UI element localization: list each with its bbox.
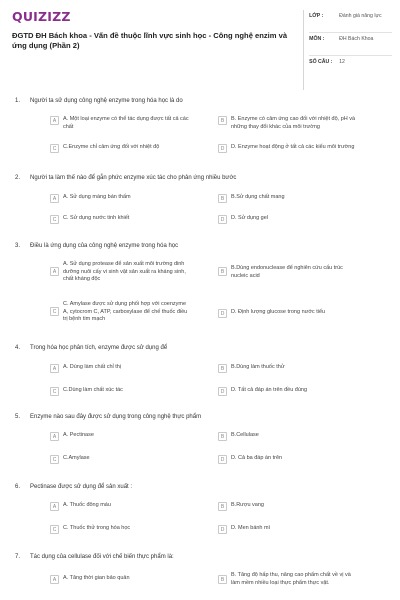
option-a[interactable]	[50, 116, 191, 131]
option-b[interactable]	[218, 194, 359, 203]
option-a[interactable]	[50, 432, 191, 441]
option-letter-box: A	[50, 267, 59, 276]
option-text: C.Amylase	[63, 455, 90, 461]
option-b[interactable]	[218, 116, 359, 131]
worksheet-title: ĐGTD ĐH Bách khoa - Vấn đề thuộc lĩnh vực sinh học - Công nghệ enzim và ứng dụng (Phần 2)	[12, 31, 288, 50]
option-text: B.Rượu vang	[231, 502, 264, 508]
option-d[interactable]	[218, 309, 359, 318]
option-d[interactable]	[218, 144, 359, 153]
option-text: D. Men bánh mì	[231, 525, 271, 531]
option-text: A. Dùng làm chất chỉ thị	[63, 364, 122, 370]
question-2	[0, 174, 400, 229]
option-letter-box: A	[50, 575, 59, 584]
option-c[interactable]	[50, 455, 191, 464]
option-d[interactable]	[218, 387, 359, 396]
question-text: Người ta làm thế nào để gắn phức enzyme xúc tác cho phản ứng nhiều bước	[30, 175, 237, 181]
options	[50, 361, 392, 399]
option-d[interactable]	[218, 525, 359, 534]
worksheet-header	[0, 0, 400, 90]
option-letter-box: A	[50, 364, 59, 373]
option-d[interactable]	[218, 455, 359, 464]
question-text: Enzyme nào sau đây được sử dụng trong công nghệ thực phẩm	[30, 414, 202, 420]
option-text: C. Amylase được sử dụng phối hợp với coenzyme A, cytocrom C, ATP, carboxylase để chế thuốc điều trị bệnh tim mạch	[63, 301, 188, 323]
question-text: Điều là ứng dụng của công nghệ enzyme trong hóa học	[30, 243, 179, 249]
header-left	[12, 10, 303, 90]
option-letter-box: C	[50, 144, 59, 153]
meta-panel	[303, 10, 392, 90]
quizizz-logo: QUIZIZZ	[12, 9, 71, 24]
option-letter-box: B	[218, 432, 227, 441]
option-letter-box: A	[50, 194, 59, 203]
option-text: B.Dùng endonuclease để nghiên cứu cấu trúc nucleic acid	[231, 265, 343, 279]
option-text: B.Sử dụng chất mang	[231, 194, 285, 200]
meta-count-label: SỐ CÂU :	[309, 59, 333, 65]
option-a[interactable]	[50, 261, 191, 284]
option-text: C.Dùng làm chất xúc tác	[63, 387, 123, 393]
option-c[interactable]	[50, 301, 191, 324]
option-b[interactable]	[218, 265, 359, 280]
option-letter-box: C	[50, 307, 59, 316]
option-text: A. Sử dụng màng bán thấm	[63, 194, 131, 200]
question-3	[0, 242, 400, 331]
question-4	[0, 344, 400, 399]
question-7	[0, 553, 400, 600]
option-text: D. Tất cả đáp án trên đều đúng	[231, 387, 308, 393]
option-letter-box: B	[218, 194, 227, 203]
question-text: Người ta sử dụng công nghệ enzyme trong hóa học là do	[30, 98, 183, 104]
option-text: C.Enzyme chỉ cảm ứng đối với nhiệt độ	[63, 144, 160, 150]
option-letter-box: A	[50, 502, 59, 511]
question-number: 7.	[14, 554, 20, 560]
option-letter-box: D	[218, 215, 227, 224]
options	[50, 259, 392, 331]
option-text: A. Sử dụng protease để sản xuất môi trường dinh dưỡng nuôi cấy vi sinh vật sản xuất ra kháng sinh, chất kháng độc	[63, 261, 186, 283]
option-a[interactable]	[50, 194, 191, 203]
meta-row-class	[309, 10, 392, 33]
question-number: 2.	[14, 175, 20, 181]
question-number: 5.	[14, 414, 20, 420]
option-a[interactable]	[50, 502, 191, 511]
options	[50, 114, 392, 154]
option-a[interactable]	[50, 575, 191, 584]
option-text: D. Cả ba đáp án trên	[231, 455, 283, 461]
option-text: A. Thuốc đông máu	[63, 502, 111, 508]
option-text: C. Thuốc thử trong hóa học	[63, 525, 131, 531]
question-number: 4.	[14, 345, 20, 351]
options	[50, 500, 392, 538]
meta-class-value: Đánh giá năng lực	[339, 13, 382, 19]
meta-count-value: 12	[339, 59, 345, 65]
option-a[interactable]	[50, 364, 191, 373]
question-number: 1.	[14, 98, 20, 104]
option-letter-box: A	[50, 432, 59, 441]
options	[50, 191, 392, 229]
option-text: A. Tăng thời gian bảo quản	[63, 575, 130, 581]
option-b[interactable]	[218, 432, 359, 441]
question-1	[0, 97, 400, 154]
meta-class-label: LỚP :	[309, 13, 324, 19]
option-text: B. Tăng độ hấp thu, nâng cao phẩm chất về vị và làm mềm nhiều loại thực phẩm thực vật.	[231, 572, 351, 586]
option-text: D. Định lượng glucose trong nước tiểu	[231, 309, 326, 315]
question-number: 3.	[14, 243, 20, 249]
options	[50, 570, 392, 600]
option-letter-box: D	[218, 387, 227, 396]
meta-subject-value: ĐH Bách Khoa	[339, 36, 374, 42]
option-d[interactable]	[218, 215, 359, 224]
option-b[interactable]	[218, 572, 359, 587]
option-letter-box: B	[218, 575, 227, 584]
option-text: A. Pectinase	[63, 432, 94, 438]
question-5	[0, 413, 400, 468]
option-text: D. Sử dụng gel	[231, 215, 269, 221]
option-text: B.Cellulase	[231, 432, 259, 438]
question-text: Trong hóa học phân tích, enzyme được sử dụng để	[30, 345, 168, 351]
option-c[interactable]	[50, 144, 191, 153]
option-letter-box: C	[50, 455, 59, 464]
option-letter-box: B	[218, 116, 227, 125]
option-letter-box: A	[50, 116, 59, 125]
question-text: Tác dụng của cellulase đối với chế biến thực phẩm là:	[30, 554, 174, 560]
option-letter-box: B	[218, 267, 227, 276]
option-text: D. Enzyme hoạt động ở tất cả các kiểu môi trường	[231, 144, 355, 150]
meta-row-count	[309, 56, 392, 70]
option-letter-box: D	[218, 309, 227, 318]
option-letter-box: B	[218, 502, 227, 511]
option-text: B. Enzyme có cảm ứng cao đối với nhiệt độ, pH và những thay đổi khác của môi trường	[231, 116, 356, 130]
question-6	[0, 483, 400, 538]
option-letter-box: D	[218, 455, 227, 464]
meta-subject-label: MÔN :	[309, 36, 325, 42]
option-b[interactable]	[218, 364, 359, 373]
question-number: 6.	[14, 484, 20, 490]
option-text: C. Sử dụng nước tinh khiết	[63, 215, 130, 221]
option-letter-box: D	[218, 144, 227, 153]
option-c[interactable]	[50, 387, 191, 396]
option-letter-box: B	[218, 364, 227, 373]
option-letter-box: C	[50, 525, 59, 534]
option-text: A. Một loại enzyme có thể tác dụng được tất cả các chất	[63, 116, 189, 130]
options	[50, 430, 392, 468]
option-letter-box: C	[50, 387, 59, 396]
option-b[interactable]	[218, 502, 359, 511]
option-letter-box: D	[218, 525, 227, 534]
option-letter-box: C	[50, 215, 59, 224]
option-c[interactable]	[50, 215, 191, 224]
option-c[interactable]	[50, 525, 191, 534]
option-text: B.Dùng làm thuốc thử	[231, 364, 285, 370]
question-text: Pectinase được sử dụng để sản xuất :	[30, 484, 133, 490]
meta-row-subject	[309, 33, 392, 56]
